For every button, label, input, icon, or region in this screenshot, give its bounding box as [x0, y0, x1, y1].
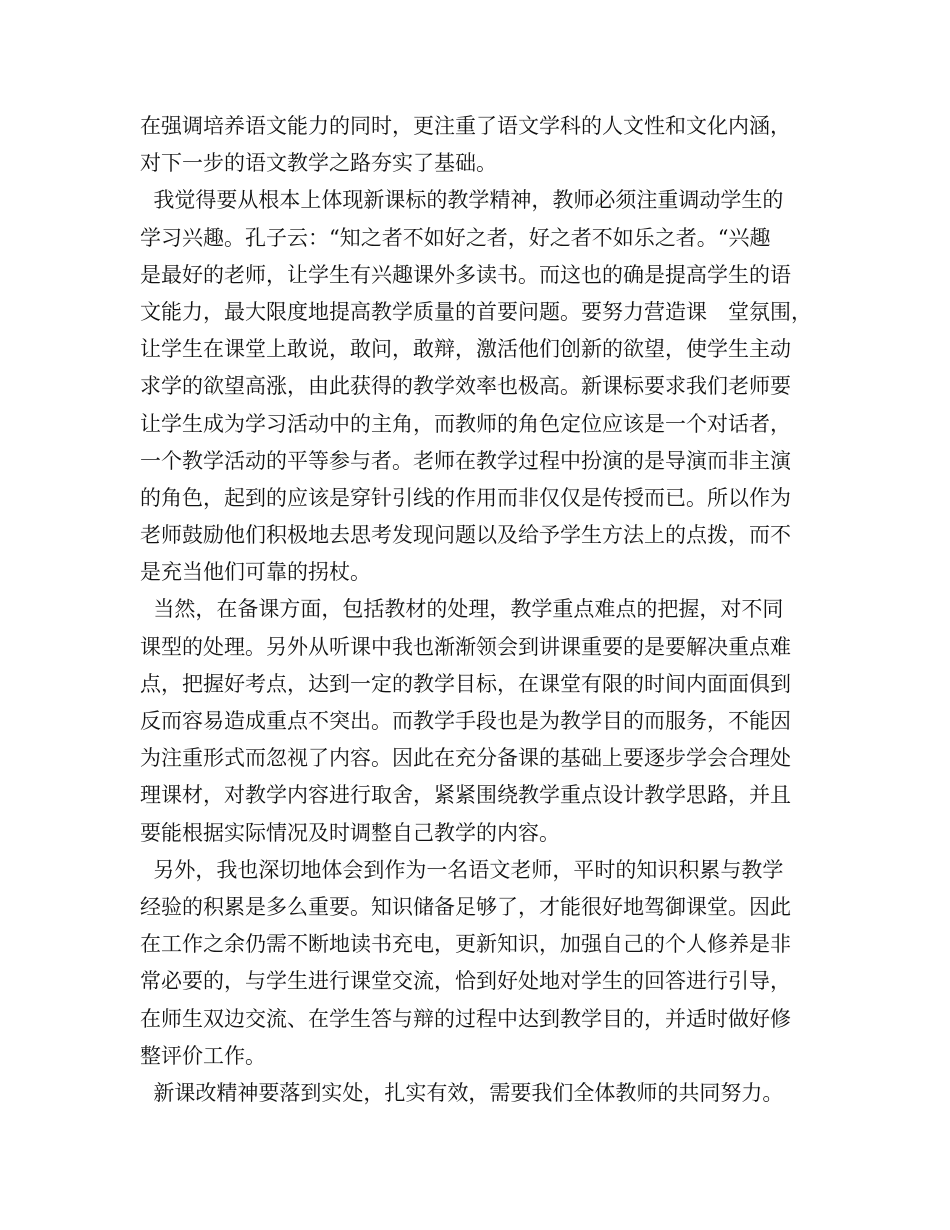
text-line: 另外，我也深切地体会到作为一名语文老师，平时的知识积累与教学 — [140, 857, 784, 882]
text-line: 点，把握好考点，达到一定的教学目标，在课堂有限的时间内面面俱到 — [140, 671, 791, 696]
text-line: 整评价工作。 — [140, 1043, 266, 1068]
text-line: 文能力，最大限度地提高教学质量的首要问题。要努力营造课 堂氛围， — [140, 299, 812, 324]
text-line: 反而容易造成重点不突出。而教学手段也是为教学目的而服务，不能因 — [140, 709, 791, 733]
text-line: 我觉得要从根本上体现新课标的教学精神，教师必须注重调动学生的 — [140, 188, 784, 213]
text-line: 在强调培养语文能力的同时，更注重了语文学科的人文性和文化内涵， — [140, 114, 791, 138]
text-line: 老师鼓励他们积极地去思考发现问题以及给予学生方法上的点拨，而不 — [140, 523, 791, 548]
text-line: 要能根据实际情况及时调整自己教学的内容。 — [140, 820, 560, 845]
body-text — [140, 108, 830, 1112]
text-line: 在工作之余仍需不断地读书充电，更新知识，加强自己的个人修养是非 — [140, 932, 791, 957]
text-line: 新课改精神要落到实处，扎实有效，需要我们全体教师的共同努力。 — [140, 1080, 784, 1105]
text-line: 学习兴趣。孔子云：“知之者不如好之者，好之者不如乐之者。“兴趣 — [140, 225, 771, 250]
text-line: 常必要的，与学生进行课堂交流，恰到好处地对学生的回答进行引导， — [140, 969, 791, 994]
text-line: 在师生双边交流、在学生答与辩的过程中达到教学目的，并适时做好修 — [140, 1006, 791, 1031]
text-line: 经验的积累是多么重要。知识储备足够了，才能很好地驾御课堂。因此 — [140, 894, 791, 919]
text-line: 让学生在课堂上敢说，敢问，敢辩，激活他们创新的欲望，使学生主动 — [140, 337, 791, 362]
text-line: 求学的欲望高涨，由此获得的教学效率也极高。新课标要求我们老师要 — [140, 374, 791, 399]
text-line: 当然，在备课方面，包括教材的处理，教学重点难点的把握，对不同 — [140, 597, 784, 622]
text-line: 让学生成为学习活动中的主角，而教师的角色定位应该是一个对话者， — [140, 411, 791, 436]
text-line: 为注重形式而忽视了内容。因此在充分备课的基础上要逐步学会合理处 — [140, 746, 791, 771]
text-line: 是最好的老师，让学生有兴趣课外多读书。而这也的确是提高学生的语 — [140, 262, 791, 287]
text-line: 课型的处理。另外从听课中我也渐渐领会到讲课重要的是要解决重点难 — [140, 634, 791, 659]
text-line: 是充当他们可靠的拐杖。 — [140, 560, 371, 585]
text-line: 的角色，起到的应该是穿针引线的作用而非仅仅是传授而已。所以作为 — [140, 485, 791, 510]
text-line: 一个教学活动的平等参与者。老师在教学过程中扮演的是导演而非主演 — [140, 448, 791, 473]
text-line: 理课材，对教学内容进行取舍，紧紧围绕教学重点设计教学思路，并且 — [140, 783, 791, 808]
text-line: 对下一步的语文教学之路夯实了基础。 — [140, 151, 497, 176]
